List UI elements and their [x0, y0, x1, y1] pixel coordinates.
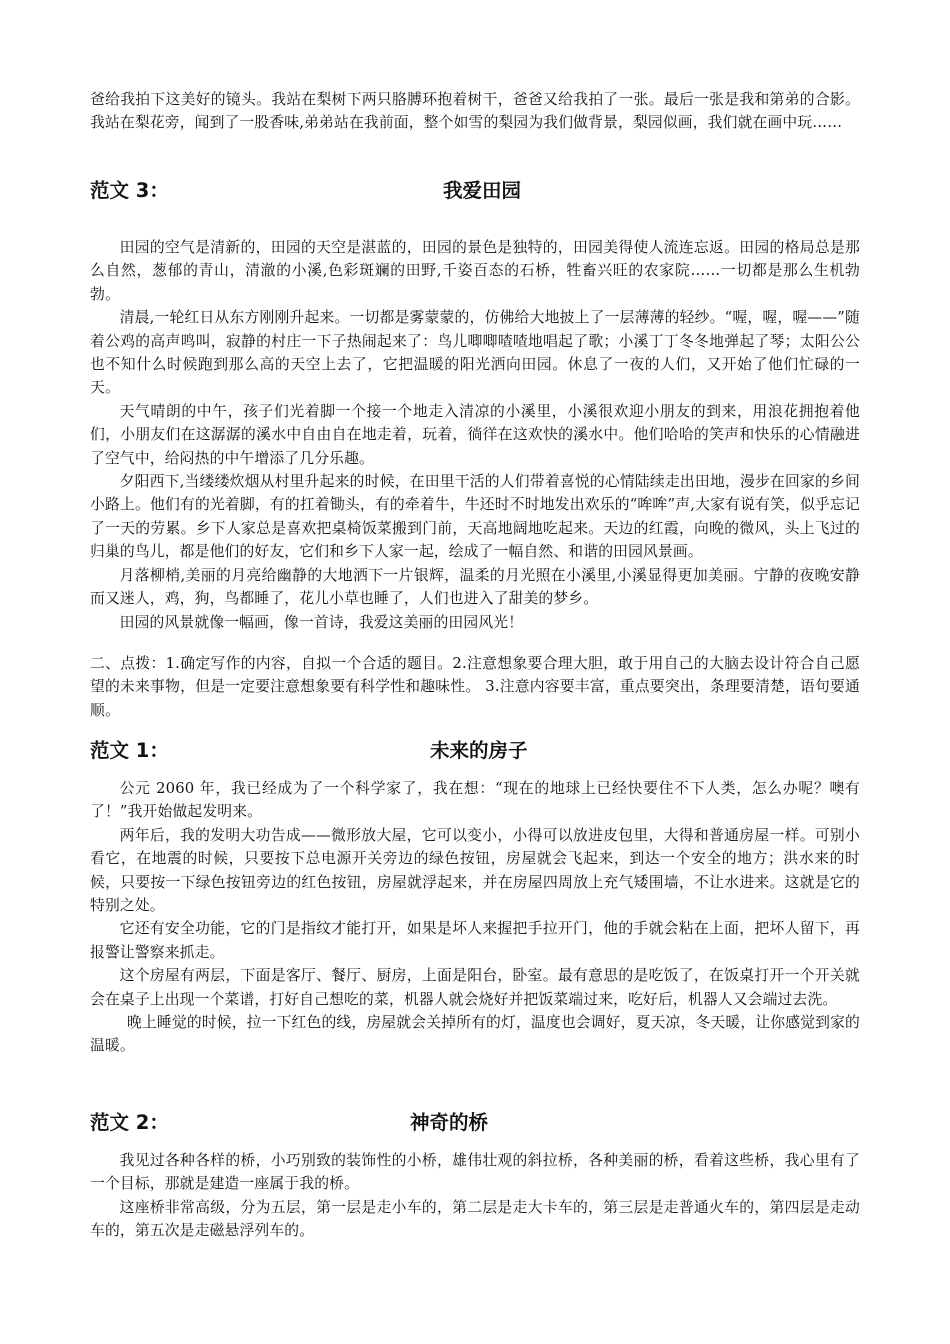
essay-house-body: [90, 777, 860, 1058]
essay-paragraph: 这个房屋有两层，下面是客厅、餐厅、厨房，上面是阳台，卧室。最有意思的是吃饭了，在饭桌打开一个开关就会在桌子上出现一个菜谱，打好自己想吃的菜，机器人就会烧好并把饭菜端过来，吃好后，机器人又会端过去洗。: [90, 967, 860, 1008]
essay-paragraph: 田园的风景就像一幅画，像一首诗，我爱这美丽的田园风光！: [119, 613, 524, 631]
essay-tianyuan-label: 范文 3：: [90, 179, 169, 202]
essay-paragraph: 天气晴朗的中午，孩子们光着脚一个接一个地走入清凉的小溪里，小溪很欢迎小朋友的到来，用浪花拥抱着他们，小朋友们在这潺潺的溪水中自由自在地走着，玩着，徜徉在这欢快的溪水中。他们哈哈的笑声和快乐的心情融进了空气中，给闷热的中午增添了几分乐趣。: [90, 402, 860, 467]
essay-tianyuan-heading: [90, 176, 860, 206]
essay-bridge-body: [90, 1149, 860, 1243]
essay-paragraph: 它还有安全功能，它的门是指纹才能打开，如果是坏人来握把手拉开门，他的手就会粘在上面，把坏人留下，再报警让警察来抓走。: [90, 920, 860, 961]
essay-paragraph: 月落柳梢,美丽的月亮给幽静的大地洒下一片银辉，温柔的月光照在小溪里,小溪显得更加美丽。宁静的夜晚安静而又迷人，鸡，狗，鸟都睡了，花儿小草也睡了，人们也进入了甜美的梦乡。: [90, 566, 860, 608]
essay-house-heading: [90, 736, 860, 766]
essay-paragraph: 夕阳西下,当缕缕炊烟从村里升起来的时候，在田里干活的人们带着喜悦的心情陆续走出田地，漫步在回家的乡间小路上。他们有的光着脚，有的扛着锄头，有的牵着牛，牛还时不时地发出欢乐的“哞哞”声,大家有说有笑，似乎忘记了一天的劳累。乡下人家总是喜欢把桌椅饭菜搬到门前，天高地阔地吃起来。天边的红霞，向晚的微风，头上飞过的归巢的鸟儿，都是他们的好友，它们和乡下人家一起，绘成了一幅自然、和谐的田园风景画。: [90, 473, 860, 561]
essay-paragraph: 清晨,一轮红日从东方刚刚升起来。一切都是雾蒙蒙的，仿佛给大地披上了一层薄薄的轻纱。“喔，喔，喔——”随着公鸡的高声鸣叫，寂静的村庄一下子热闹起来了：鸟儿唧唧喳喳地唱起了歌；小溪丁丁冬冬地弹起了琴；太阳公公也不知什么时候跑到那么高的天空上去了，它把温暖的阳光洒向田园。休息了一夜的人们，又开始了他们忙碌的一天。: [90, 309, 860, 397]
intro-section: [90, 88, 860, 135]
guidance-section: [90, 652, 860, 722]
essay-house-title: 未来的房子: [430, 739, 528, 762]
essay-paragraph: 公元 2060 年，我已经成为了一个科学家了，我在想：“现在的地球上已经快要住不下人类，怎么办呢？噢有了！”我开始做起发明来。: [90, 780, 860, 821]
essay-paragraph: 这座桥非常高级，分为五层，第一层是走小车的，第二层是走大卡车的，第三层是走普通火车的，第四层是走动车的，第五次是走磁悬浮列车的。: [90, 1198, 860, 1240]
intro-paragraph: 爸给我拍下这美好的镜头。我站在梨树下两只胳膊环抱着树干，爸爸又给我拍了一张。最后一张是我和第弟的合影。我站在梨花旁，闻到了一股香味,弟弟站在我前面，整个如雪的梨园为我们做背景，梨园似画，我们就在画中玩……: [90, 91, 860, 132]
essay-tianyuan-body: [90, 236, 860, 634]
essay-bridge-title: 神奇的桥: [410, 1111, 489, 1134]
essay-bridge-label: 范文 2：: [90, 1111, 169, 1134]
essay-house-label: 范文 1：: [90, 739, 169, 762]
essay-paragraph: 晚上睡觉的时候，拉一下红色的线，房屋就会关掉所有的灯，温度也会调好，夏天凉，冬天暖，让你感觉到家的温暖。: [90, 1014, 860, 1055]
essay-paragraph: 两年后，我的发明大功告成——微形放大屋，它可以变小，小得可以放进皮包里，大得和普通房屋一样。可别小看它，在地震的时候，只要按下总电源开关旁边的绿色按钮，房屋就会飞起来，到达一个安全的地方；洪水来的时候，只要按一下绿色按钮旁边的红色按钮，房屋就浮起来，并在房屋四周放上充气矮围墙，不让水进来。这就是它的特别之处。: [90, 826, 860, 915]
essay-paragraph: 我见过各种各样的桥，小巧别致的装饰性的小桥，雄伟壮观的斜拉桥，各种美丽的桥，看着这些桥，我心里有了一个目标，那就是建造一座属于我的桥。: [90, 1152, 860, 1193]
essay-tianyuan-title: 我爱田园: [443, 179, 522, 202]
essay-bridge-heading: [90, 1108, 860, 1138]
essay-paragraph: 田园的空气是清新的，田园的天空是湛蓝的，田园的景色是独特的，田园美得使人流连忘返。田园的格局总是那么自然，葱郁的青山，清澈的小溪,色彩斑斓的田野,千姿百态的石桥，牲畜兴旺的农家院……一切都是那么生机勃勃。: [90, 239, 860, 303]
guidance-paragraph: 二、点拨：1.确定写作的内容，自拟一个合适的题目。2.注意想象要合理大胆，敢于用自己的大脑去设计符合自己愿望的未来事物，但是一定要注意想象要有科学性和趣味性。 3.注意内容要丰富，重点要突出，条理要清楚，语句要通顺。: [90, 655, 860, 719]
